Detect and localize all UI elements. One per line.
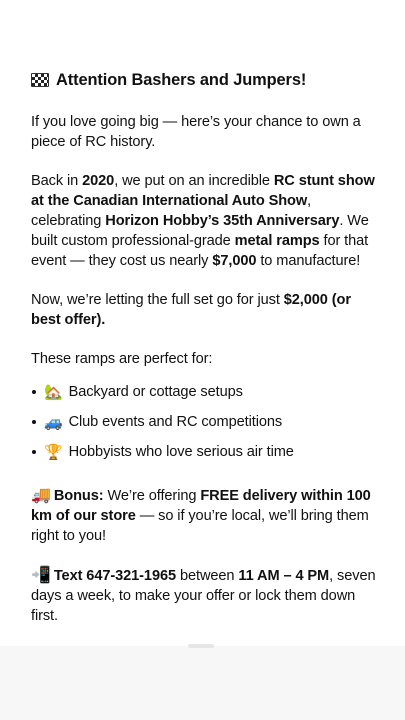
story-text: for that event — they cost us nearly bbox=[31, 233, 369, 269]
list-item-text: Hobbyists who love serious air time bbox=[68, 444, 294, 460]
bullet-icon bbox=[32, 420, 36, 424]
offer-paragraph bbox=[31, 290, 381, 330]
car-icon: 🚙 bbox=[44, 413, 63, 431]
story-text: , celebrating bbox=[31, 193, 312, 229]
story-event: RC stunt show at the Canadian International Auto Show bbox=[31, 173, 375, 209]
story-text: , we put on an incredible bbox=[114, 173, 274, 189]
bonus-label: Bonus: bbox=[53, 488, 104, 504]
list-item bbox=[31, 407, 381, 437]
contact-text: between bbox=[176, 568, 239, 584]
intro-paragraph: If you love going big — here’s your chance to own a piece of RC history. bbox=[31, 114, 361, 150]
story-anniversary: Horizon Hobby’s 35th Anniversary bbox=[105, 213, 340, 229]
bonus-delivery: FREE delivery within 100 km of our store bbox=[31, 488, 371, 524]
list-item bbox=[31, 437, 381, 467]
contact-text: , seven days a week, to make your offer or lock them down first. bbox=[31, 568, 376, 624]
list-item-text: Club events and RC competitions bbox=[68, 414, 283, 430]
trophy-icon: 🏆 bbox=[44, 443, 63, 461]
story-year: 2020 bbox=[82, 173, 115, 189]
sheet-handle[interactable] bbox=[188, 644, 214, 648]
post-headline bbox=[31, 68, 381, 92]
delivery-truck-icon: 🚚 bbox=[31, 485, 51, 504]
house-icon: 🏡 bbox=[44, 383, 63, 401]
story-cost: $7,000 bbox=[212, 253, 257, 269]
story-text: Back in bbox=[31, 173, 83, 189]
story-text: . We built custom professional-grade bbox=[31, 213, 369, 249]
list-item bbox=[31, 377, 381, 407]
offer-text: Now, we’re letting the full set go for just bbox=[31, 292, 284, 308]
bonus-text: We’re offering bbox=[103, 488, 201, 504]
bonus-paragraph bbox=[31, 485, 381, 546]
contact-paragraph bbox=[31, 565, 381, 626]
story-ramps: metal ramps bbox=[234, 233, 320, 249]
headline-text: Attention Bashers and Jumpers! bbox=[56, 71, 307, 89]
story-text: to manufacture! bbox=[256, 253, 361, 269]
contact-phone: Text 647-321-1965 bbox=[53, 568, 176, 584]
contact-hours: 11 AM – 4 PM bbox=[238, 568, 330, 584]
use-case-list bbox=[31, 377, 381, 467]
phone-icon: 📲 bbox=[31, 565, 51, 584]
offer-price: $2,000 (or best offer). bbox=[31, 292, 351, 328]
checkered-flag-icon bbox=[31, 73, 49, 87]
bullet-icon bbox=[32, 390, 36, 394]
bonus-text: — so if you’re local, we’ll bring them right to you! bbox=[31, 508, 369, 544]
story-paragraph bbox=[31, 171, 381, 271]
post-body bbox=[31, 68, 381, 645]
bullet-icon bbox=[32, 450, 36, 454]
list-intro: These ramps are perfect for: bbox=[31, 351, 213, 367]
list-item-text: Backyard or cottage setups bbox=[68, 384, 243, 400]
